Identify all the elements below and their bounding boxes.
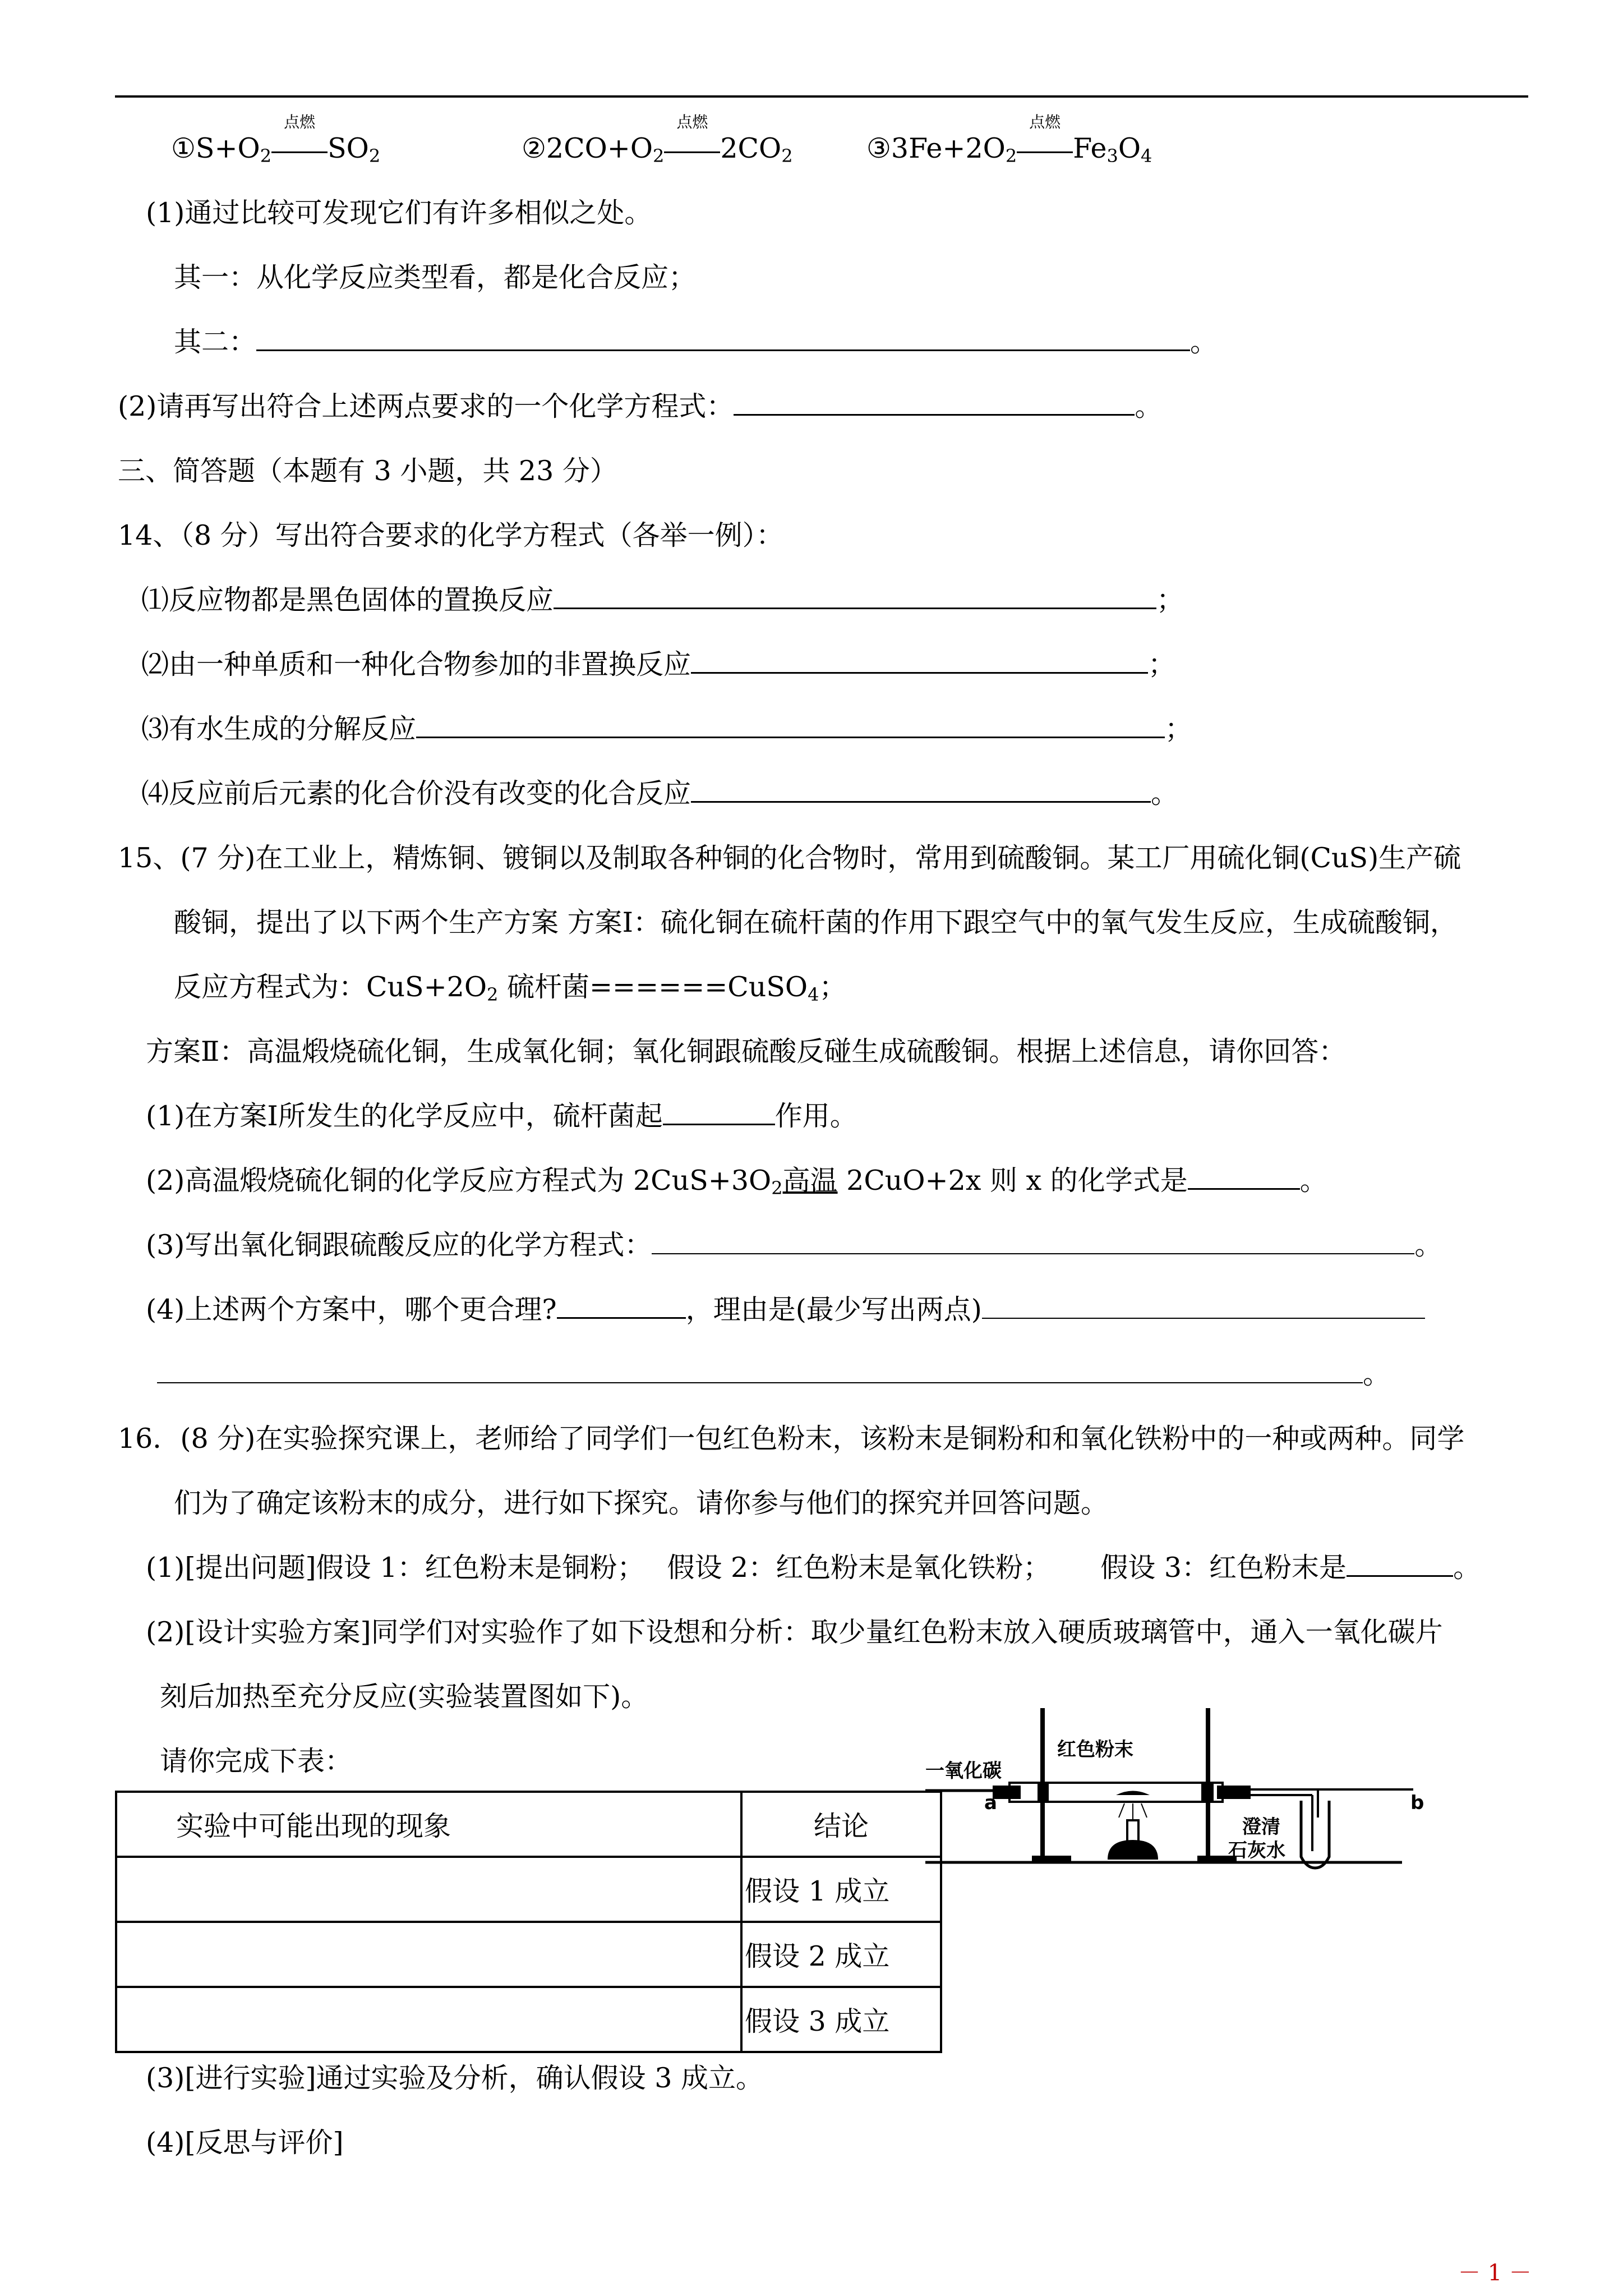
- eq1-sub2: 2: [368, 145, 381, 167]
- q15-part-4-end: 。: [1363, 1358, 1391, 1390]
- conclusion-cell-3: 假设 3 成立: [741, 1987, 941, 2052]
- powder-label: 红色粉末: [1057, 1738, 1133, 1761]
- eq3-left: ③3Fe+2O: [866, 132, 1006, 164]
- eq2-sub2: 2: [781, 145, 793, 167]
- phenomenon-cell-1[interactable]: [116, 1857, 741, 1922]
- eq2-condition: [664, 113, 720, 168]
- eq3-sub3: 4: [1141, 145, 1152, 167]
- top-rule: [115, 95, 1528, 98]
- phenomenon-cell-2[interactable]: [116, 1922, 741, 1987]
- q13-part1: (1)通过比较可发现它们有许多相似之处。: [146, 197, 652, 229]
- equation-3: [866, 113, 1152, 176]
- conclusion-cell-1: 假设 1 成立: [741, 1857, 941, 1922]
- q15-part-2-mid: 2CuO+2x 则 x 的化学式是: [837, 1165, 1188, 1197]
- glass-tube: [925, 1783, 1413, 1851]
- q15-part-2-blank[interactable]: [1188, 1162, 1300, 1190]
- q15-part-4-text: (4)上述两个方案中，哪个更合理?: [146, 1294, 557, 1326]
- q15-eq-mid: 硫杆菌======CuSO: [498, 971, 808, 1003]
- section-3-heading: 三、简答题（本题有 3 小题，共 23 分）: [118, 455, 617, 487]
- q13-part2-blank[interactable]: [734, 388, 1135, 416]
- q16-table-intro: 请你完成下表：: [160, 1745, 353, 1777]
- q15-part-1-text: (1)在方案Ⅰ所发生的化学反应中，硫杆菌起: [146, 1100, 663, 1132]
- q16-part-2-line-2: 刻后加热至充分反应(实验装置图如下)。: [160, 1681, 649, 1713]
- q15-part-3-blank[interactable]: [652, 1227, 1414, 1254]
- q14-item-2-blank[interactable]: [691, 646, 1148, 674]
- q13-second-end: 。: [1190, 326, 1218, 358]
- q15-line-2: 酸铜，提出了以下两个生产方案 方案Ⅰ：硫化铜在硫杆菌的作用下跟空气中的氧气发生反应，生成硫酸铜，: [174, 907, 1458, 938]
- q16-line-1: 16．(8 分)在实验探究课上，老师给了同学们一包红色粉末，该粉末是铜粉和和氧化铁粉中的一种或两种。同学: [118, 1423, 1465, 1455]
- q14-item-3: [141, 710, 1192, 749]
- table-header-row: [116, 1792, 941, 1857]
- q13-second-label: 其二：: [174, 326, 257, 358]
- q13-first: 其一：从化学反应类型看，都是化合反应；: [174, 261, 697, 293]
- equation-2: [522, 113, 793, 176]
- table-row: [116, 1857, 941, 1922]
- apparatus-diagram: [925, 1705, 1430, 1874]
- table-row: [116, 1987, 941, 2052]
- q14-item-4-end: 。: [1151, 777, 1179, 809]
- q15-part-4-continued: [157, 1355, 1390, 1394]
- q15-part-3: [146, 1226, 1442, 1265]
- q16-part-4: (4)[反思与评价]: [146, 2127, 344, 2159]
- q14-item-2-end: ；: [1148, 648, 1176, 680]
- q14-item-3-blank[interactable]: [416, 711, 1165, 738]
- q14-item-1-text: ⑴反应物都是黑色固体的置换反应: [141, 584, 554, 616]
- q14-item-4: [141, 774, 1178, 813]
- table-row: [116, 1922, 941, 1987]
- eq3-sub2: 3: [1106, 145, 1118, 167]
- q15-part-2-text: (2)高温煅烧硫化铜的化学反应方程式为 2CuS+3O: [146, 1165, 772, 1197]
- q15-part-2-end: 。: [1299, 1165, 1327, 1197]
- q16-line-2: 们为了确定该粉末的成分，进行如下探究。请你参与他们的探究并回答问题。: [174, 1487, 1109, 1519]
- q14-item-2: [141, 645, 1175, 684]
- q15-part-2-sub: 2: [771, 1177, 783, 1199]
- left-ring-stand: [1032, 1708, 1071, 1862]
- a-label: a: [984, 1792, 997, 1814]
- q13-part2-line: [118, 387, 1162, 426]
- q14-item-1-blank[interactable]: [554, 582, 1156, 609]
- eq2-cond-text: 点燃: [676, 113, 708, 131]
- q14-item-3-end: ；: [1165, 713, 1193, 745]
- q15-part-4: [146, 1290, 1425, 1329]
- q14-item-4-blank[interactable]: [691, 775, 1151, 803]
- q15-part-1: [146, 1097, 857, 1136]
- eq2-right: 2CO: [720, 132, 782, 164]
- eq1-left: ①S+O: [171, 132, 260, 164]
- lime-label-2: 石灰水: [1228, 1839, 1285, 1862]
- q15-line-3: [174, 968, 846, 1014]
- alcohol-burner: [1108, 1820, 1158, 1860]
- equation-line: [171, 113, 381, 176]
- q15-eq-sub: 2: [487, 984, 499, 1005]
- q16-part-2-line-1: (2)[设计实验方案]同学们对实验作了如下设想和分析：取少量红色粉末放入硬质玻璃管中，通入一氧化碳片: [146, 1616, 1443, 1648]
- q15-eq-sub2: 4: [808, 984, 819, 1005]
- q13-part2-end: 。: [1135, 390, 1163, 422]
- conclusion-cell-2: 假设 2 成立: [741, 1922, 941, 1987]
- eq3-cond-text: 点燃: [1029, 113, 1061, 131]
- eq1-sub: 2: [260, 145, 272, 167]
- q14-item-2-text: ⑵由一种单质和一种化合物参加的非置换反应: [141, 648, 691, 680]
- q14-item-1-end: ；: [1156, 584, 1184, 616]
- q15-line-1: 15、(7 分)在工业上，精炼铜、镀铜以及制取各种铜的化合物时，常用到硫酸铜。某工厂用硫化铜(CuS)生产硫: [118, 842, 1461, 874]
- q15-part-2: [146, 1161, 1327, 1208]
- red-powder: [1116, 1791, 1150, 1821]
- b-label: b: [1410, 1792, 1424, 1814]
- q16-part-1-blank[interactable]: [1347, 1549, 1453, 1577]
- lime-label-1: 澄清: [1242, 1816, 1280, 1838]
- q16-part-3: (3)[进行实验]通过实验及分析，确认假设 3 成立。: [146, 2062, 763, 2094]
- q15-part-4-blank-2[interactable]: [982, 1292, 1425, 1319]
- q15-part-4-reason: ，理由是(最少写出两点): [685, 1294, 982, 1326]
- eq3-right: Fe: [1073, 132, 1107, 164]
- eq3-condition: [1017, 113, 1073, 168]
- q13-second-line: [174, 323, 1218, 362]
- q15-part-2-condition: 高温: [782, 1165, 838, 1197]
- header-phenomena: 实验中可能出现的现象: [116, 1792, 741, 1857]
- header-conclusion: 结论: [741, 1792, 941, 1857]
- q15-part-1-blank[interactable]: [663, 1098, 775, 1125]
- q16-part-1-text: (1)[提出问题]假设 1：红色粉末是铜粉； 假设 2：红色粉末是氧化铁粉； 假设 3：红色粉末是: [146, 1552, 1347, 1584]
- eq2-sub: 2: [653, 145, 665, 167]
- q16-part-1-end: 。: [1453, 1552, 1481, 1584]
- q15-part-3-text: (3)写出氧化铜跟硫酸反应的化学方程式：: [146, 1229, 652, 1261]
- q14-item-3-text: ⑶有水生成的分解反应: [141, 713, 417, 745]
- page-number: － 1 －: [1458, 2260, 1532, 2286]
- q15-part-3-end: 。: [1414, 1229, 1442, 1261]
- q15-eq-left: 反应方程式为：CuS+2O: [174, 971, 487, 1003]
- q15-plan-2: 方案Ⅱ：高温煅烧硫化铜，生成氧化铜；氧化铜跟硫酸反碰生成硫酸铜。根据上述信息，请你回答：: [146, 1036, 1347, 1068]
- eq3-sub: 2: [1005, 145, 1017, 167]
- q15-part-1-end: 作用。: [774, 1100, 857, 1132]
- eq3-right-o: O: [1118, 132, 1141, 164]
- results-table: [115, 1791, 942, 2053]
- test-tube: [1301, 1801, 1329, 1868]
- eq2-left: ②2CO+O: [522, 132, 653, 164]
- co-label: 一氧化碳: [925, 1760, 1002, 1782]
- q15-part-4-blank-1[interactable]: [557, 1291, 686, 1319]
- eq1-cond-text: 点燃: [284, 113, 316, 131]
- q16-part-1: [146, 1548, 1481, 1588]
- q13-part2-label: (2)请再写出符合上述两点要求的一个化学方程式：: [118, 390, 734, 422]
- q15-eq-end: ；: [819, 971, 847, 1003]
- q15-part-4-blank-3[interactable]: [157, 1356, 1363, 1383]
- q14-item-1: [141, 581, 1184, 620]
- q13-second-blank[interactable]: [256, 324, 1190, 351]
- eq1-right: SO: [328, 132, 369, 164]
- phenomenon-cell-3[interactable]: [116, 1987, 741, 2052]
- q14-item-4-text: ⑷反应前后元素的化合价没有改变的化合反应: [141, 777, 691, 809]
- eq1-condition: [271, 113, 328, 168]
- q14-title: 14、（8 分）写出符合要求的化学方程式（各举一例）：: [118, 519, 784, 551]
